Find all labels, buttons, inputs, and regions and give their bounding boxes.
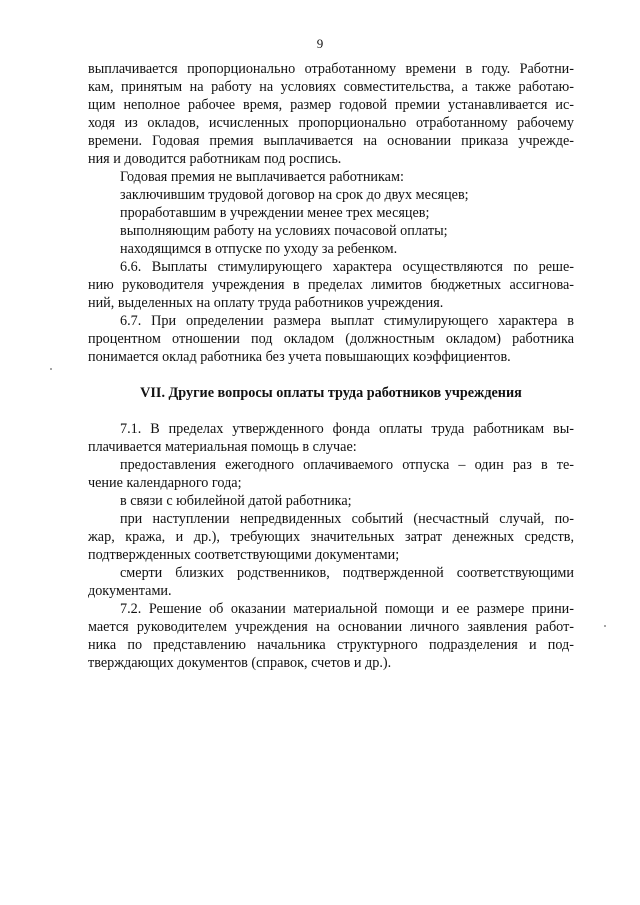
text-line: ний, выделенных на оплату труда работников учреждения. [88, 295, 444, 311]
case-item: предоставления ежегодного оплачиваемого отпуска – один раз в те- [120, 457, 574, 473]
text-line: 7.1. В пределах утвержденного фонда оплаты труда работникам вы- [120, 421, 574, 437]
case-item: смерти близких родственников, подтвержденной соответствующими [120, 565, 574, 581]
list-item: заключившим трудовой договор на срок до двух месяцев; [120, 187, 469, 203]
text-line: 6.6. Выплаты стимулирующего характера осуществляются по реше- [120, 259, 574, 275]
text-line: 6.7. При определении размера выплат стимулирующего характера в [120, 313, 574, 329]
list-item: находящимся в отпуске по уходу за ребенком. [120, 241, 398, 257]
text-line: процентном отношении под окладом (должностным окладом) работника [88, 331, 574, 347]
section-heading: VII. Другие вопросы оплаты труда работников учреждения [140, 385, 522, 401]
clause-6-7 [88, 312, 574, 366]
case-item-continuation: жар, кража, и др.), требующих значительных затрат денежных средств, [88, 529, 574, 545]
scan-speck [50, 368, 52, 370]
case-item-continuation: подтвержденных соответствующими документами; [88, 547, 400, 563]
text-line: 7.2. Решение об оказании материальной помощи и ее размере прини- [120, 601, 574, 617]
text-line: мается руководителем учреждения на основании личного заявления работ- [88, 619, 574, 635]
paragraph-bonus-not-paid [88, 168, 574, 258]
case-item: при наступлении непредвиденных событий (несчастный случай, по- [120, 511, 574, 527]
paragraph-annual-bonus-continuation [88, 60, 574, 168]
list-intro: Годовая премия не выплачивается работникам: [120, 169, 404, 185]
text-line: кам, принятым на работу на условиях совместительства, а также работаю- [88, 79, 574, 95]
clause-7-1 [88, 420, 574, 600]
text-line: ходя из окладов, исчисленных пропорционально отработанному рабочему [88, 115, 574, 131]
text-line: выплачивается пропорционально отработанному времени в году. Работни- [88, 61, 574, 77]
text-line: нию руководителя учреждения в пределах лимитов бюджетных ассигнова- [88, 277, 574, 293]
text-line: щим неполное рабочее время, размер годовой премии устанавливается ис- [88, 97, 574, 113]
document-body [88, 60, 574, 672]
page-number: 9 [316, 36, 324, 51]
text-line: тверждающих документов (справок, счетов и др.). [88, 655, 392, 671]
list-item: выполняющим работу на условиях почасовой оплаты; [120, 223, 448, 239]
text-line: времени. Годовая премия выплачивается на основании приказа учрежде- [88, 133, 574, 149]
text-line: ника по представлению начальника структурного подразделения и под- [88, 637, 574, 653]
clause-7-2 [88, 600, 574, 672]
case-item-continuation: чение календарного года; [88, 475, 242, 491]
scan-speck [604, 625, 606, 627]
case-item: в связи с юбилейной датой работника; [120, 493, 352, 509]
text-line: плачивается материальная помощь в случае: [88, 439, 357, 455]
case-item-continuation: документами. [88, 583, 172, 599]
list-item: проработавшим в учреждении менее трех месяцев; [120, 205, 430, 221]
text-line: понимается оклад работника без учета повышающих коэффициентов. [88, 349, 511, 365]
text-line: ния и доводится работникам под роспись. [88, 151, 342, 167]
clause-6-6 [88, 258, 574, 312]
